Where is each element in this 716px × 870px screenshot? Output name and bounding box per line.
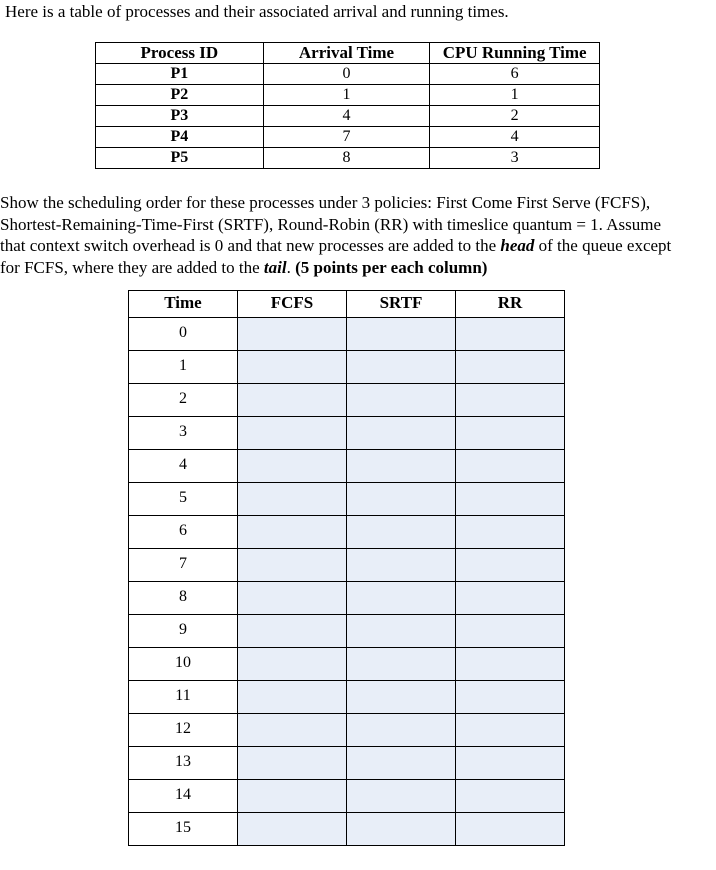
instructions-line-3-end: of the queue except (534, 236, 672, 255)
cpu-time: 3 (430, 148, 600, 169)
srtf-answer-cell[interactable] (347, 417, 456, 450)
time-cell: 11 (129, 681, 238, 714)
schedule-row (129, 681, 565, 714)
arrival-time: 7 (263, 127, 430, 148)
schedule-row (129, 516, 565, 549)
srtf-answer-cell[interactable] (347, 549, 456, 582)
rr-answer-cell[interactable] (456, 780, 565, 813)
fcfs-answer-cell[interactable] (238, 318, 347, 351)
header-rr: RR (456, 291, 565, 318)
rr-answer-cell[interactable] (456, 384, 565, 417)
process-row (96, 64, 600, 85)
fcfs-answer-cell[interactable] (238, 714, 347, 747)
head-emphasis: head (500, 236, 535, 255)
schedule-row (129, 549, 565, 582)
schedule-row (129, 714, 565, 747)
process-id: P1 (96, 64, 264, 85)
schedule-row (129, 780, 565, 813)
srtf-answer-cell[interactable] (347, 813, 456, 846)
time-cell: 14 (129, 780, 238, 813)
process-row (96, 85, 600, 106)
rr-answer-cell[interactable] (456, 681, 565, 714)
time-cell: 15 (129, 813, 238, 846)
rr-answer-cell[interactable] (456, 813, 565, 846)
schedule-row (129, 483, 565, 516)
fcfs-answer-cell[interactable] (238, 417, 347, 450)
header-srtf: SRTF (347, 291, 456, 318)
srtf-answer-cell[interactable] (347, 351, 456, 384)
srtf-answer-cell[interactable] (347, 681, 456, 714)
rr-answer-cell[interactable] (456, 582, 565, 615)
time-cell: 12 (129, 714, 238, 747)
fcfs-answer-cell[interactable] (238, 351, 347, 384)
instructions-text (0, 192, 671, 278)
arrival-time: 8 (263, 148, 430, 169)
rr-answer-cell[interactable] (456, 351, 565, 384)
fcfs-answer-cell[interactable] (238, 450, 347, 483)
process-id: P3 (96, 106, 264, 127)
time-cell: 8 (129, 582, 238, 615)
cpu-time: 4 (430, 127, 600, 148)
schedule-row (129, 384, 565, 417)
rr-answer-cell[interactable] (456, 648, 565, 681)
intro-text: Here is a table of processes and their associated arrival and running times. (5, 2, 509, 21)
fcfs-answer-cell[interactable] (238, 813, 347, 846)
schedule-row (129, 648, 565, 681)
rr-answer-cell[interactable] (456, 714, 565, 747)
rr-answer-cell[interactable] (456, 483, 565, 516)
instructions-line-1: Show the scheduling order for these processes under 3 policies: First Come First Serve (FCFS), (0, 193, 651, 212)
time-cell: 9 (129, 615, 238, 648)
time-cell: 2 (129, 384, 238, 417)
header-arrival-time: Arrival Time (263, 43, 430, 64)
process-row (96, 106, 600, 127)
rr-answer-cell[interactable] (456, 516, 565, 549)
srtf-answer-cell[interactable] (347, 780, 456, 813)
time-cell: 1 (129, 351, 238, 384)
time-cell: 10 (129, 648, 238, 681)
schedule-row (129, 351, 565, 384)
schedule-table-header (129, 291, 565, 318)
fcfs-answer-cell[interactable] (238, 582, 347, 615)
arrival-time: 0 (263, 64, 430, 85)
cpu-time: 6 (430, 64, 600, 85)
srtf-answer-cell[interactable] (347, 516, 456, 549)
rr-answer-cell[interactable] (456, 747, 565, 780)
arrival-time: 1 (263, 85, 430, 106)
rr-answer-cell[interactable] (456, 417, 565, 450)
fcfs-answer-cell[interactable] (238, 516, 347, 549)
srtf-answer-cell[interactable] (347, 615, 456, 648)
time-cell: 0 (129, 318, 238, 351)
fcfs-answer-cell[interactable] (238, 384, 347, 417)
schedule-row (129, 582, 565, 615)
srtf-answer-cell[interactable] (347, 450, 456, 483)
schedule-row (129, 615, 565, 648)
schedule-body (129, 318, 565, 846)
schedule-row (129, 318, 565, 351)
instructions-line-4-start: for FCFS, where they are added to the (0, 257, 264, 277)
schedule-row (129, 450, 565, 483)
fcfs-answer-cell[interactable] (238, 747, 347, 780)
schedule-row (129, 747, 565, 780)
srtf-answer-cell[interactable] (347, 582, 456, 615)
arrival-time: 4 (263, 106, 430, 127)
header-time: Time (129, 291, 238, 318)
process-id: P4 (96, 127, 264, 148)
cpu-time: 2 (430, 106, 600, 127)
process-id: P2 (96, 85, 264, 106)
time-cell: 4 (129, 450, 238, 483)
process-id: P5 (96, 148, 264, 169)
instructions-line-2: Shortest-Remaining-Time-First (SRTF), Round-Robin (RR) with timeslice quantum = 1. Assume (0, 214, 662, 234)
srtf-answer-cell[interactable] (347, 714, 456, 747)
process-table-header (96, 43, 600, 64)
instructions-line-3-start: that context switch overhead is 0 and that new processes are added to the (0, 236, 501, 255)
fcfs-answer-cell[interactable] (238, 648, 347, 681)
header-fcfs: FCFS (238, 291, 347, 318)
schedule-table (128, 290, 565, 846)
process-row (96, 127, 600, 148)
process-table (95, 42, 600, 169)
schedule-row (129, 417, 565, 450)
time-cell: 13 (129, 747, 238, 780)
rr-answer-cell[interactable] (456, 450, 565, 483)
srtf-answer-cell[interactable] (347, 648, 456, 681)
srtf-answer-cell[interactable] (347, 384, 456, 417)
fcfs-answer-cell[interactable] (238, 780, 347, 813)
time-cell: 3 (129, 417, 238, 450)
fcfs-answer-cell[interactable] (238, 681, 347, 714)
header-cpu-running-time: CPU Running Time (430, 43, 600, 64)
cpu-time: 1 (430, 85, 600, 106)
fcfs-answer-cell[interactable] (238, 483, 347, 516)
rr-answer-cell[interactable] (456, 318, 565, 351)
srtf-answer-cell[interactable] (347, 318, 456, 351)
srtf-answer-cell[interactable] (347, 483, 456, 516)
instructions-line-4-mid: . (286, 257, 296, 277)
rr-answer-cell[interactable] (456, 615, 565, 648)
time-cell: 6 (129, 516, 238, 549)
schedule-row (129, 813, 565, 846)
process-row (96, 148, 600, 169)
fcfs-answer-cell[interactable] (238, 615, 347, 648)
time-cell: 5 (129, 483, 238, 516)
points-note: (5 points per each column) (295, 257, 488, 277)
fcfs-answer-cell[interactable] (238, 549, 347, 582)
time-cell: 7 (129, 549, 238, 582)
header-process-id: Process ID (96, 43, 264, 64)
srtf-answer-cell[interactable] (347, 747, 456, 780)
tail-emphasis: tail (263, 257, 287, 277)
rr-answer-cell[interactable] (456, 549, 565, 582)
